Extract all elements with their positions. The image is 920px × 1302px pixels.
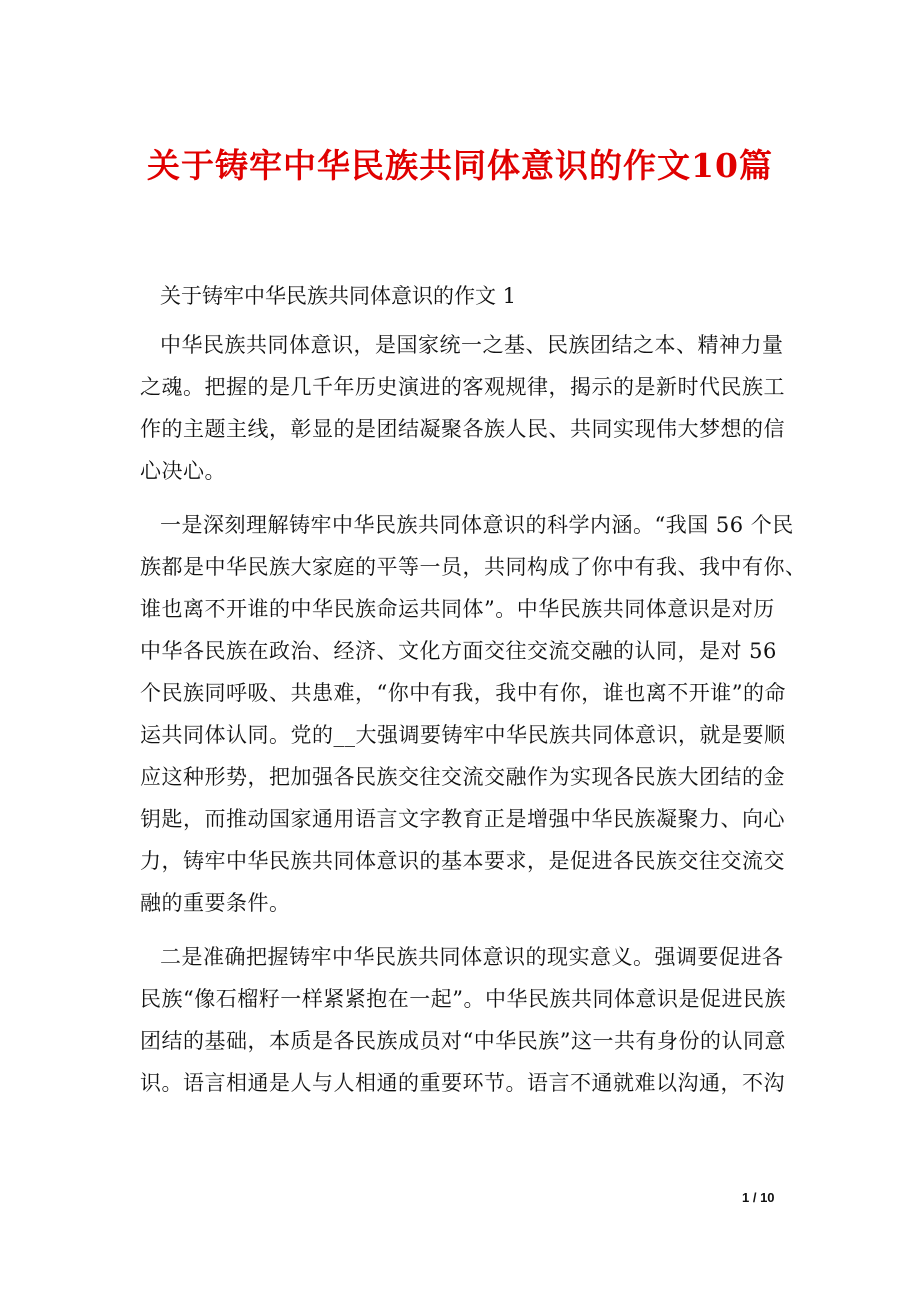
document-title: 关于铸牢中华民族共同体意识的作文10篇 (147, 146, 773, 185)
paragraph-line: 谁也离不开谁的中华民族命运共同体”。中华民族共同体意识是对历 (140, 597, 775, 621)
paragraph-line: 力，铸牢中华民族共同体意识的基本要求，是促进各民族交往交流交 (140, 849, 785, 873)
paragraph-line: 应这种形势，把加强各民族交往交流交融作为实现各民族大团结的金 (140, 765, 785, 789)
paragraph-line: 团结的基础，本质是各民族成员对“中华民族”这一共有身份的认同意 (140, 1029, 786, 1053)
paragraph-line: 二是准确把握铸牢中华民族共同体意识的现实意义。强调要促进各 (160, 945, 784, 969)
paragraph-line: 运共同体认同。党的__大强调要铸牢中华民族共同体意识，就是要顺 (140, 723, 786, 747)
paragraph-line: 个民族同呼吸、共患难，“你中有我，我中有你，谁也离不开谁”的命 (140, 681, 786, 705)
paragraph-line: 一是深刻理解铸牢中华民族共同体意识的科学内涵。“我国 56 个民 (160, 513, 794, 537)
page-number: 1 / 10 (742, 1190, 775, 1205)
paragraph-line: 心决心。 (140, 459, 226, 483)
paragraph-line: 作的主题主线，彰显的是团结凝聚各族人民、共同实现伟大梦想的信 (140, 417, 785, 441)
paragraph-1 (140, 324, 785, 492)
paragraph-line: 民族“像石榴籽一样紧紧抱在一起”。中华民族共同体意识是促进民族 (140, 987, 786, 1011)
paragraph-line: 中华各民族在政治、经济、文化方面交往交流交融的认同，是对 56 (140, 639, 777, 663)
paragraph-line: 钥匙，而推动国家通用语言文字教育正是增强中华民族凝聚力、向心 (140, 807, 785, 831)
paragraph-3 (140, 936, 786, 1104)
paragraph-line: 中华民族共同体意识，是国家统一之基、民族团结之本、精神力量 (160, 333, 784, 357)
paragraph-line: 族都是中华民族大家庭的平等一员，共同构成了你中有我、我中有你、 (140, 555, 807, 579)
paragraph-2 (140, 504, 807, 924)
section-heading: 关于铸牢中华民族共同体意识的作文 1 (160, 284, 517, 308)
paragraph-line: 识。语言相通是人与人相通的重要环节。语言不通就难以沟通，不沟 (140, 1071, 785, 1095)
paragraph-line: 之魂。把握的是几千年历史演进的客观规律，揭示的是新时代民族工 (140, 375, 785, 399)
paragraph-line: 融的重要条件。 (140, 891, 291, 915)
document-body (140, 280, 807, 1104)
